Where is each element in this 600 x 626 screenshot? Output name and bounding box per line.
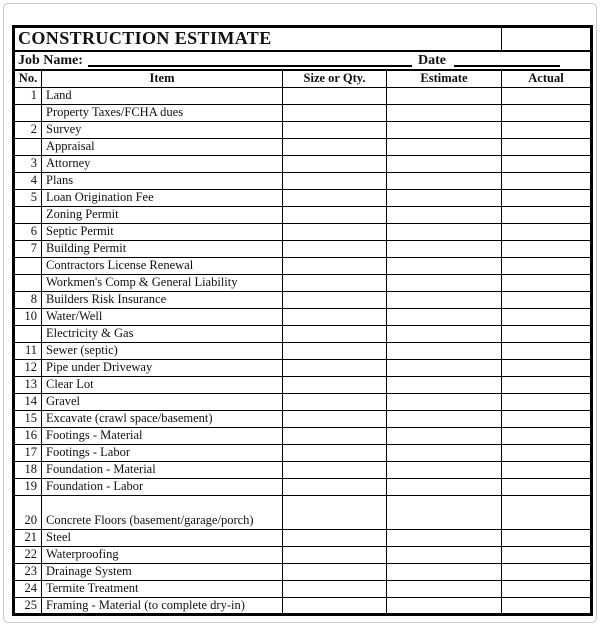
size-qty-cell[interactable] <box>283 342 387 359</box>
table-row <box>14 155 592 172</box>
estimate-cell[interactable] <box>387 461 502 478</box>
row-number-cell: 17 <box>14 444 42 461</box>
row-number-cell: 6 <box>14 223 42 240</box>
actual-cell[interactable] <box>502 138 592 155</box>
col-header-estimate: Estimate <box>387 70 502 87</box>
row-number-cell: 10 <box>14 308 42 325</box>
item-cell: Framing - Material (to complete dry-in) <box>42 597 283 614</box>
estimate-cell[interactable] <box>387 495 502 529</box>
size-qty-cell[interactable] <box>283 274 387 291</box>
item-cell: Foundation - Material <box>42 461 283 478</box>
row-number-cell <box>14 257 42 274</box>
col-header-item: Item <box>42 70 283 87</box>
actual-cell[interactable] <box>502 274 592 291</box>
row-number-cell <box>14 206 42 223</box>
size-qty-cell[interactable] <box>283 495 387 529</box>
row-number-cell: 25 <box>14 597 42 614</box>
actual-cell[interactable] <box>502 223 592 240</box>
estimate-cell[interactable] <box>387 172 502 189</box>
table-row <box>14 410 592 427</box>
table-row <box>14 461 592 478</box>
table-row <box>14 546 592 563</box>
actual-cell[interactable] <box>502 291 592 308</box>
col-header-size-qty: Size or Qty. <box>283 70 387 87</box>
estimate-cell[interactable] <box>387 359 502 376</box>
table-row <box>14 478 592 495</box>
actual-cell[interactable] <box>502 478 592 495</box>
table-row <box>14 104 592 121</box>
row-number-cell: 4 <box>14 172 42 189</box>
estimate-cell[interactable] <box>387 393 502 410</box>
table-header-row <box>14 70 592 87</box>
estimate-cell[interactable] <box>387 342 502 359</box>
item-cell: Electricity & Gas <box>42 325 283 342</box>
table-row <box>14 580 592 597</box>
table-row <box>14 342 592 359</box>
estimate-cell[interactable] <box>387 87 502 104</box>
row-number-cell: 12 <box>14 359 42 376</box>
item-cell: Loan Origination Fee <box>42 189 283 206</box>
item-cell: Steel <box>42 529 283 546</box>
title-blank-cell <box>502 27 592 52</box>
item-cell: Waterproofing <box>42 546 283 563</box>
actual-cell[interactable] <box>502 410 592 427</box>
size-qty-cell[interactable] <box>283 325 387 342</box>
table-row <box>14 87 592 104</box>
size-qty-cell[interactable] <box>283 580 387 597</box>
actual-cell[interactable] <box>502 529 592 546</box>
item-cell: Appraisal <box>42 138 283 155</box>
page-title: CONSTRUCTION ESTIMATE <box>14 27 502 52</box>
row-number-cell: 8 <box>14 291 42 308</box>
table-row <box>14 563 592 580</box>
item-cell: Foundation - Labor <box>42 478 283 495</box>
actual-cell[interactable] <box>502 172 592 189</box>
estimate-cell[interactable] <box>387 308 502 325</box>
estimate-cell[interactable] <box>387 444 502 461</box>
table-row <box>14 274 592 291</box>
row-number-cell: 11 <box>14 342 42 359</box>
actual-cell[interactable] <box>502 342 592 359</box>
table-row <box>14 189 592 206</box>
size-qty-cell[interactable] <box>283 444 387 461</box>
actual-cell[interactable] <box>502 444 592 461</box>
estimate-cell[interactable] <box>387 376 502 393</box>
estimate-cell[interactable] <box>387 291 502 308</box>
estimate-cell[interactable] <box>387 240 502 257</box>
row-number-cell <box>14 274 42 291</box>
estimate-cell[interactable] <box>387 138 502 155</box>
item-cell: Builders Risk Insurance <box>42 291 283 308</box>
item-cell: Clear Lot <box>42 376 283 393</box>
table-row <box>14 529 592 546</box>
actual-cell[interactable] <box>502 121 592 138</box>
item-cell: Sewer (septic) <box>42 342 283 359</box>
actual-cell[interactable] <box>502 495 592 529</box>
item-cell: Excavate (crawl space/basement) <box>42 410 283 427</box>
estimate-cell[interactable] <box>387 478 502 495</box>
size-qty-cell[interactable] <box>283 478 387 495</box>
table-row <box>14 206 592 223</box>
row-number-cell: 20 <box>14 495 42 529</box>
table-row <box>14 376 592 393</box>
actual-cell[interactable] <box>502 393 592 410</box>
size-qty-cell[interactable] <box>283 240 387 257</box>
row-number-cell: 24 <box>14 580 42 597</box>
estimate-cell[interactable] <box>387 189 502 206</box>
item-cell: Plans <box>42 172 283 189</box>
actual-cell[interactable] <box>502 257 592 274</box>
actual-cell[interactable] <box>502 206 592 223</box>
row-number-cell: 15 <box>14 410 42 427</box>
estimate-cell[interactable] <box>387 546 502 563</box>
item-cell: Termite Treatment <box>42 580 283 597</box>
actual-cell[interactable] <box>502 580 592 597</box>
item-cell: Attorney <box>42 155 283 172</box>
size-qty-cell[interactable] <box>283 393 387 410</box>
item-cell: Workmen's Comp & General Liability <box>42 274 283 291</box>
item-cell: Property Taxes/FCHA dues <box>42 104 283 121</box>
item-cell: Gravel <box>42 393 283 410</box>
item-cell: Water/Well <box>42 308 283 325</box>
table-row <box>14 223 592 240</box>
job-name-row <box>14 51 592 70</box>
row-number-cell: 14 <box>14 393 42 410</box>
row-number-cell: 19 <box>14 478 42 495</box>
construction-estimate-table <box>12 25 593 616</box>
title-row <box>14 27 592 52</box>
item-cell: Footings - Labor <box>42 444 283 461</box>
actual-cell[interactable] <box>502 240 592 257</box>
table-row <box>14 444 592 461</box>
size-qty-cell[interactable] <box>283 121 387 138</box>
size-qty-cell[interactable] <box>283 87 387 104</box>
size-qty-cell[interactable] <box>283 427 387 444</box>
actual-cell[interactable] <box>502 563 592 580</box>
actual-cell[interactable] <box>502 308 592 325</box>
item-cell: Building Permit <box>42 240 283 257</box>
estimate-cell[interactable] <box>387 155 502 172</box>
size-qty-cell[interactable] <box>283 461 387 478</box>
item-cell: Zoning Permit <box>42 206 283 223</box>
actual-cell[interactable] <box>502 87 592 104</box>
table-row <box>14 427 592 444</box>
size-qty-cell[interactable] <box>283 546 387 563</box>
row-number-cell: 16 <box>14 427 42 444</box>
size-qty-cell[interactable] <box>283 291 387 308</box>
actual-cell[interactable] <box>502 376 592 393</box>
row-number-cell: 1 <box>14 87 42 104</box>
size-qty-cell[interactable] <box>283 206 387 223</box>
size-qty-cell[interactable] <box>283 359 387 376</box>
item-cell: Drainage System <box>42 563 283 580</box>
table-row <box>14 393 592 410</box>
job-name-date-cell <box>14 51 592 70</box>
table-row <box>14 597 592 614</box>
estimate-cell[interactable] <box>387 121 502 138</box>
table-row <box>14 121 592 138</box>
estimate-cell[interactable] <box>387 410 502 427</box>
item-cell: Footings - Material <box>42 427 283 444</box>
estimate-cell[interactable] <box>387 427 502 444</box>
actual-cell[interactable] <box>502 359 592 376</box>
item-cell: Contractors License Renewal <box>42 257 283 274</box>
item-cell: Survey <box>42 121 283 138</box>
estimate-cell[interactable] <box>387 104 502 121</box>
row-number-cell: 5 <box>14 189 42 206</box>
row-number-cell <box>14 325 42 342</box>
table-row <box>14 172 592 189</box>
actual-cell[interactable] <box>502 325 592 342</box>
size-qty-cell[interactable] <box>283 189 387 206</box>
row-number-cell: 13 <box>14 376 42 393</box>
table-row <box>14 138 592 155</box>
date-label: Date <box>418 53 446 68</box>
estimate-cell[interactable] <box>387 325 502 342</box>
size-qty-cell[interactable] <box>283 155 387 172</box>
col-header-actual: Actual <box>502 70 592 87</box>
item-cell: Septic Permit <box>42 223 283 240</box>
size-qty-cell[interactable] <box>283 410 387 427</box>
estimate-cell[interactable] <box>387 206 502 223</box>
table-row <box>14 359 592 376</box>
actual-cell[interactable] <box>502 104 592 121</box>
date-input-line[interactable] <box>454 54 560 67</box>
actual-cell[interactable] <box>502 189 592 206</box>
table-row <box>14 495 592 529</box>
item-cell: Concrete Floors (basement/garage/porch) <box>42 495 283 529</box>
size-qty-cell[interactable] <box>283 308 387 325</box>
size-qty-cell[interactable] <box>283 529 387 546</box>
col-header-no: No. <box>14 70 42 87</box>
table-row <box>14 291 592 308</box>
estimate-cell[interactable] <box>387 223 502 240</box>
row-number-cell <box>14 104 42 121</box>
row-number-cell: 21 <box>14 529 42 546</box>
size-qty-cell[interactable] <box>283 104 387 121</box>
size-qty-cell[interactable] <box>283 138 387 155</box>
estimate-cell[interactable] <box>387 563 502 580</box>
table-row <box>14 240 592 257</box>
size-qty-cell[interactable] <box>283 563 387 580</box>
table-row <box>14 257 592 274</box>
size-qty-cell[interactable] <box>283 376 387 393</box>
job-name-label: Job Name: <box>18 53 83 68</box>
actual-cell[interactable] <box>502 546 592 563</box>
table-row <box>14 308 592 325</box>
row-number-cell: 23 <box>14 563 42 580</box>
size-qty-cell[interactable] <box>283 597 387 614</box>
item-cell: Pipe under Driveway <box>42 359 283 376</box>
estimate-cell[interactable] <box>387 529 502 546</box>
actual-cell[interactable] <box>502 597 592 614</box>
job-name-input-line[interactable] <box>88 54 412 67</box>
estimate-cell[interactable] <box>387 580 502 597</box>
size-qty-cell[interactable] <box>283 172 387 189</box>
estimate-cell[interactable] <box>387 597 502 614</box>
row-number-cell: 3 <box>14 155 42 172</box>
size-qty-cell[interactable] <box>283 223 387 240</box>
row-number-cell <box>14 138 42 155</box>
row-number-cell: 2 <box>14 121 42 138</box>
row-number-cell: 7 <box>14 240 42 257</box>
row-number-cell: 18 <box>14 461 42 478</box>
table-row <box>14 325 592 342</box>
size-qty-cell[interactable] <box>283 257 387 274</box>
item-cell: Land <box>42 87 283 104</box>
estimate-cell[interactable] <box>387 257 502 274</box>
row-number-cell: 22 <box>14 546 42 563</box>
actual-cell[interactable] <box>502 155 592 172</box>
estimate-cell[interactable] <box>387 274 502 291</box>
actual-cell[interactable] <box>502 427 592 444</box>
actual-cell[interactable] <box>502 461 592 478</box>
